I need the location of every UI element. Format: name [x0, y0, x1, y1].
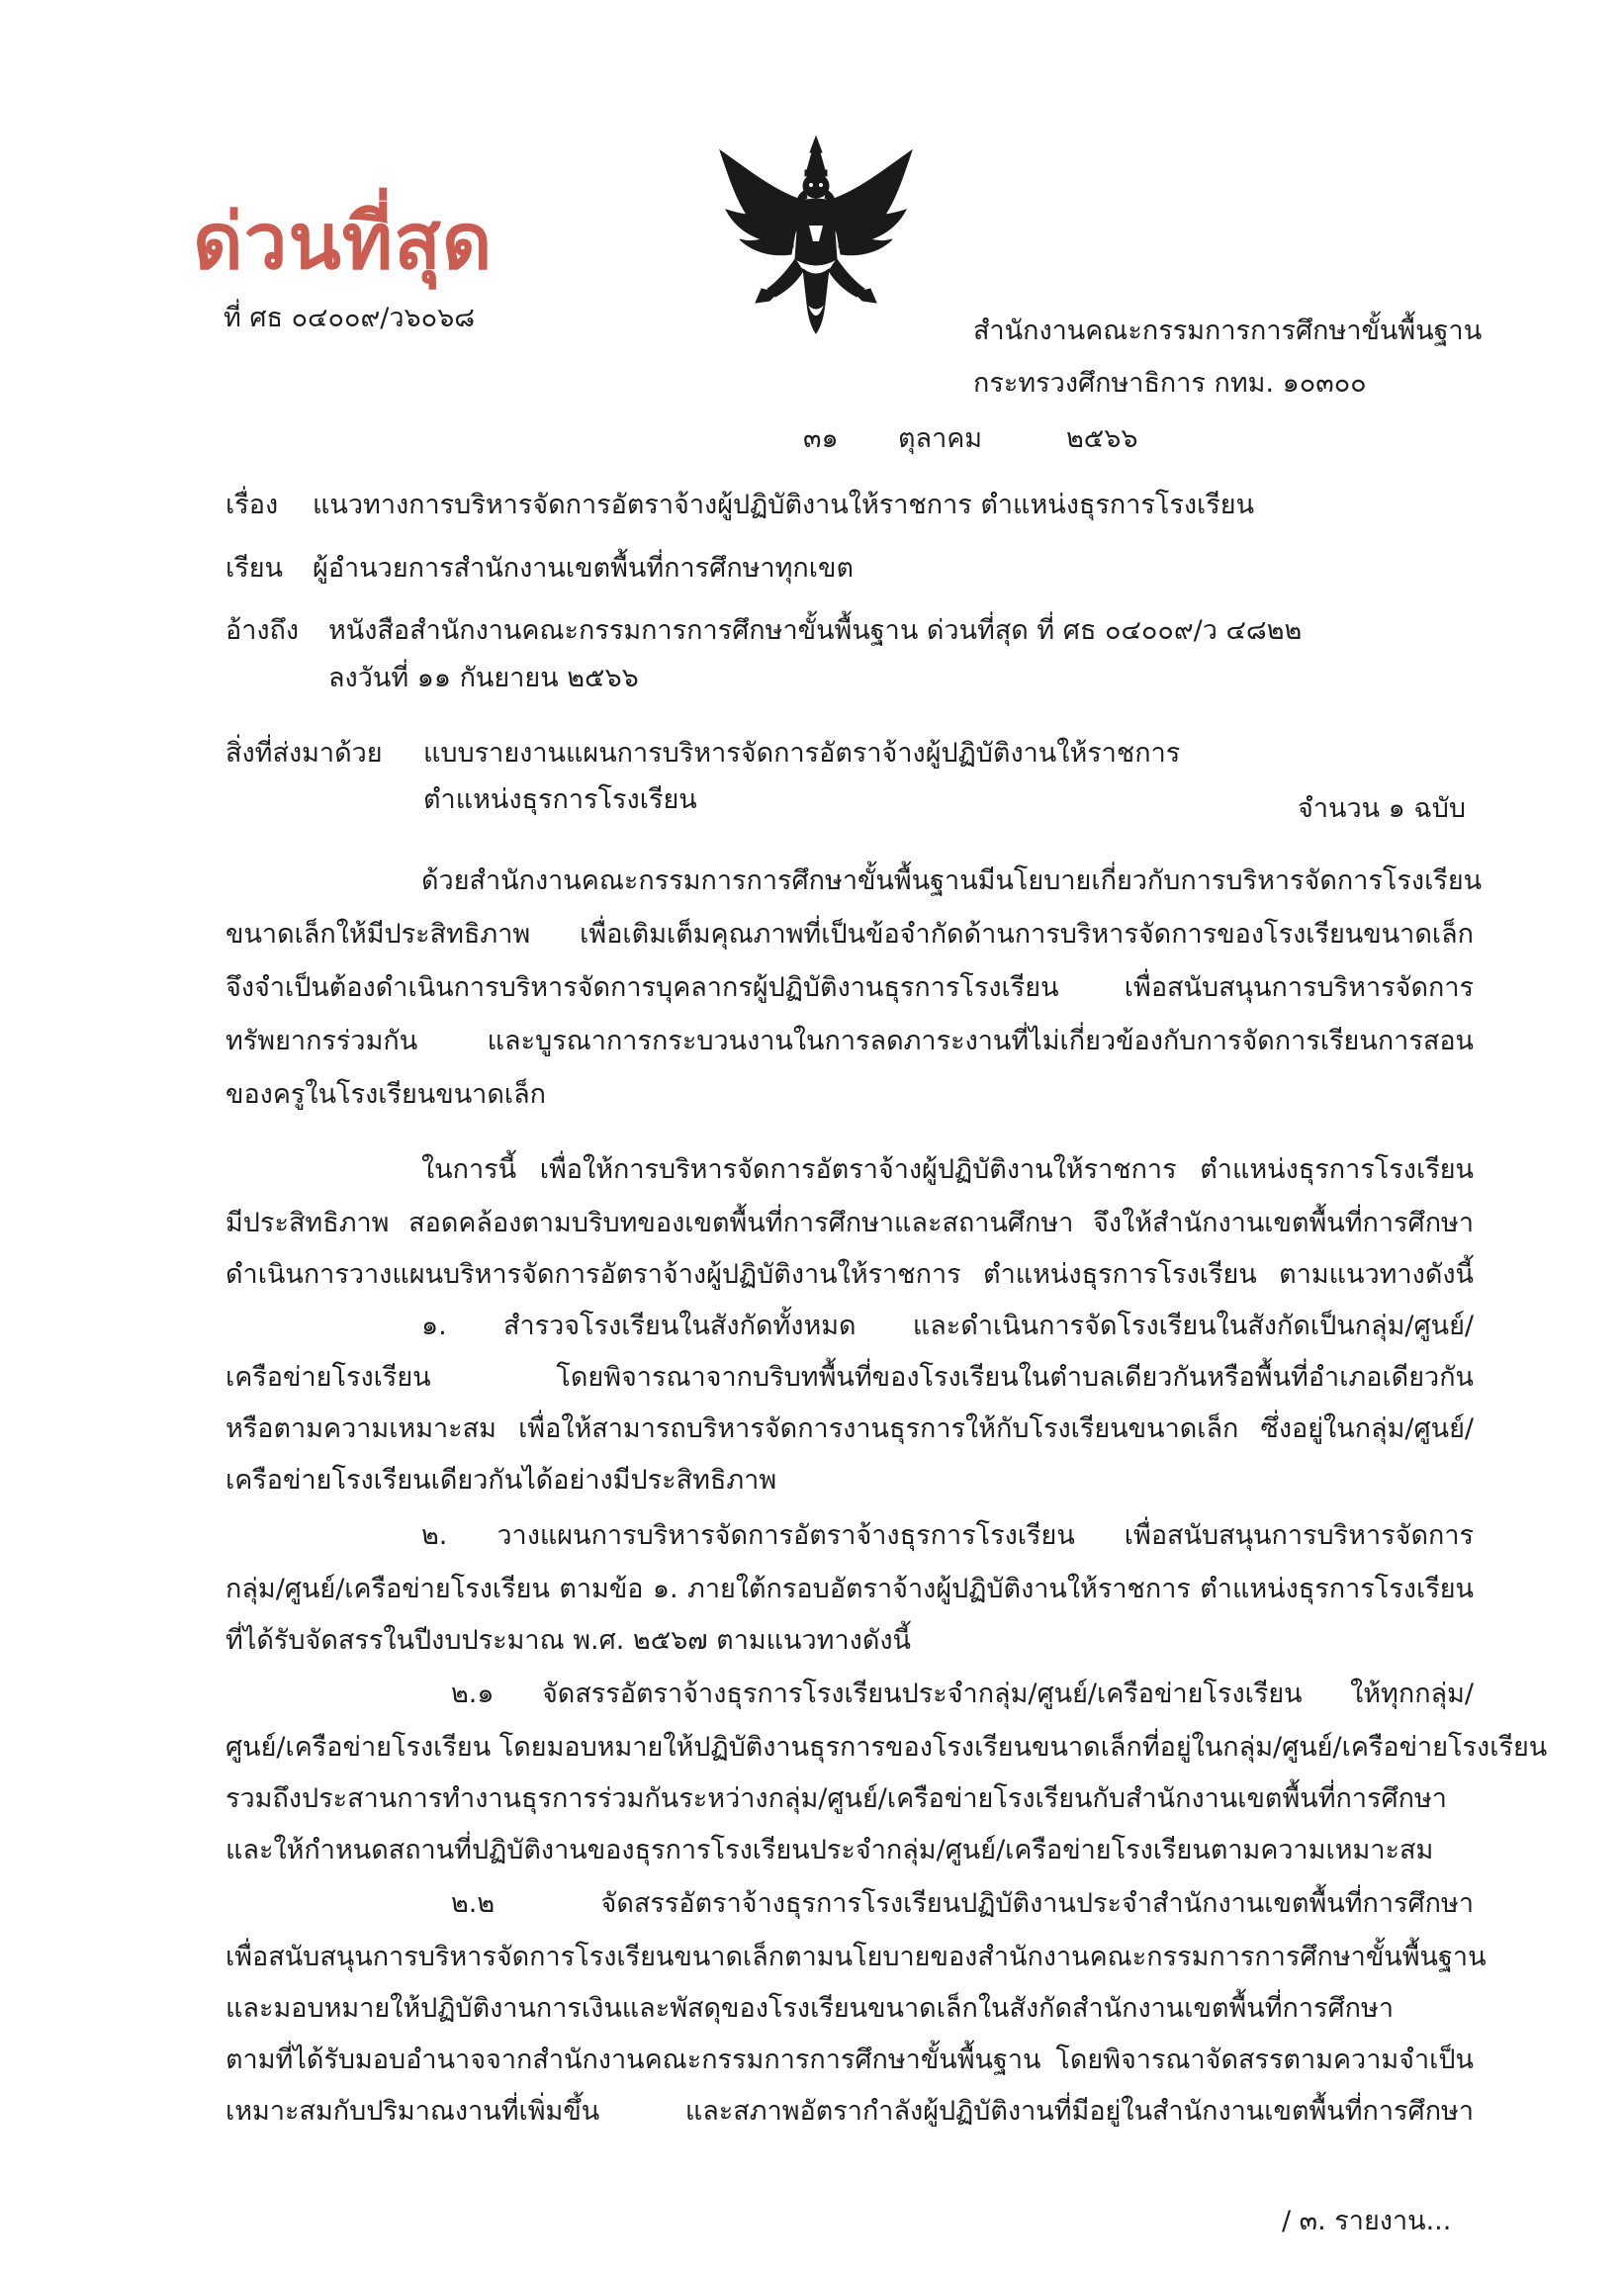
urgency-stamp: ด่วนที่สุด: [193, 198, 494, 287]
paragraph-line: เหมาะสมกับปริมาณงานที่เพิ่มขึ้น และสภาพอัตรากำลังผู้ปฏิบัติงานที่มีอยู่ในสำนักงานเขตพื้นที่การศึกษา: [226, 2096, 1474, 2127]
paragraph-line: ในการนี้ เพื่อให้การบริหารจัดการอัตราจ้างผู้ปฏิบัติงานให้ราชการ ตำแหน่งธุรการโรงเรียน: [421, 1154, 1474, 1185]
paragraph-line: ศูนย์/เครือข่ายโรงเรียน โดยมอบหมายให้ปฏิบัติงานธุรการของโรงเรียนขนาดเล็กที่อยู่ในกลุ่ม/ศูนย์/เครือข่ายโรงเรียน: [226, 1732, 1548, 1763]
enclosure-label: สิ่งที่ส่งมาด้วย: [226, 738, 383, 769]
recipient-label: เรียน: [226, 553, 284, 584]
paragraph-line: เครือข่ายโรงเรียน โดยพิจารณาจากบริบทพื้นที่ของโรงเรียนในตำบลเดียวกันหรือพื้นที่อำเภอเดียวกัน: [226, 1362, 1474, 1393]
date-year: ๒๕๖๖: [1066, 423, 1138, 454]
paragraph-line: ๑. สำรวจโรงเรียนในสังกัดทั้งหมด และดำเนินการจัดโรงเรียนในสังกัดเป็นกลุ่ม/ศูนย์/: [421, 1311, 1474, 1341]
paragraph-line: ๒.๑ จัดสรรอัตราจ้างธุรการโรงเรียนประจำกลุ่ม/ศูนย์/เครือข่ายโรงเรียน ให้ทุกกลุ่ม/: [451, 1679, 1474, 1709]
paragraph-line: และให้กำหนดสถานที่ปฏิบัติงานของธุรการโรงเรียนประจำกลุ่ม/ศูนย์/เครือข่ายโรงเรียนตามความเหมาะสม: [226, 1835, 1434, 1865]
enclosure-quantity: จำนวน ๑ ฉบับ: [1298, 793, 1467, 824]
garuda-emblem-icon: [712, 131, 920, 338]
enclosure-line-2: ตำแหน่งธุรการโรงเรียน: [423, 784, 697, 815]
paragraph-line: ดำเนินการวางแผนบริหารจัดการอัตราจ้างผู้ปฏิบัติงานให้ราชการ ตำแหน่งธุรการโรงเรียน ตามแนวทางดังนี้: [226, 1259, 1474, 1290]
paragraph-line: จึงจำเป็นต้องดำเนินการบริหารจัดการบุคลากรผู้ปฏิบัติงานธุรการโรงเรียน เพื่อสนับสนุนการบริหารจัดการ: [226, 972, 1474, 1003]
subject-text: แนวทางการบริหารจัดการอัตราจ้างผู้ปฏิบัติงานให้ราชการ ตำแหน่งธุรการโรงเรียน: [313, 490, 1255, 520]
reference-label: อ้างถึง: [226, 615, 300, 646]
reference-line-1: หนังสือสำนักงานคณะกรรมการการศึกษาขั้นพื้นฐาน ด่วนที่สุด ที่ ศธ ๐๔๐๐๙/ว ๔๘๒๒: [328, 615, 1303, 646]
paragraph-line: ๒.๒ จัดสรรอัตราจ้างธุรการโรงเรียนปฏิบัติงานประจำสำนักงานเขตพื้นที่การศึกษา: [451, 1888, 1474, 1919]
paragraph-line: ที่ได้รับจัดสรรในปีงบประมาณ พ.ศ. ๒๕๖๗ ตามแนวทางดังนี้: [226, 1625, 911, 1656]
paragraph-line: ของครูในโรงเรียนขนาดเล็ก: [226, 1079, 546, 1110]
agency-address: กระทรวงศึกษาธิการ กทม. ๑๐๓๐๐: [973, 368, 1367, 399]
date-day: ๓๑: [803, 423, 839, 454]
paragraph-line: รวมถึงประสานการทำงานธุรการร่วมกันระหว่างกลุ่ม/ศูนย์/เครือข่ายโรงเรียนกับสำนักงานเขตพื้นที่การศึกษา: [226, 1783, 1447, 1814]
paragraph-line: มีประสิทธิภาพ สอดคล้องตามบริบทของเขตพื้นที่การศึกษาและสถานศึกษา จึงให้สำนักงานเขตพื้นที่การศึกษา: [226, 1208, 1474, 1238]
document-number: ที่ ศธ ๐๔๐๐๙/ว๖๐๖๘: [224, 303, 476, 333]
reference-line-2: ลงวันที่ ๑๑ กันยายน ๒๕๖๖: [328, 663, 639, 693]
paragraph-line: ๒. วางแผนการบริหารจัดการอัตราจ้างธุรการโรงเรียน เพื่อสนับสนุนการบริหารจัดการ: [421, 1520, 1474, 1551]
paragraph-line: เครือข่ายโรงเรียนเดียวกันได้อย่างมีประสิทธิภาพ: [226, 1465, 777, 1496]
agency-name: สำนักงานคณะกรรมการการศึกษาขั้นพื้นฐาน: [973, 316, 1483, 346]
paragraph-line: กลุ่ม/ศูนย์/เครือข่ายโรงเรียน ตามข้อ ๑. ภายใต้กรอบอัตราจ้างผู้ปฏิบัติงานให้ราชการ ตำแหน่งธุรการโรงเรียน: [226, 1574, 1474, 1604]
continuation-note: / ๓. รายงาน...: [1282, 2206, 1452, 2236]
paragraph-line: ด้วยสำนักงานคณะกรรมการการศึกษาขั้นพื้นฐานมีนโยบายเกี่ยวกับการบริหารจัดการโรงเรียน: [421, 865, 1483, 896]
paragraph-line: ขนาดเล็กให้มีประสิทธิภาพ เพื่อเติมเต็มคุณภาพที่เป็นข้อจำกัดด้านการบริหารจัดการของโรงเรียนขนาดเล็ก: [226, 919, 1474, 950]
subject-label: เรื่อง: [226, 490, 279, 520]
paragraph-line: เพื่อสนับสนุนการบริหารจัดการโรงเรียนขนาดเล็กตามนโยบายของสำนักงานคณะกรรมการการศึกษาขั้นพื้นฐาน: [226, 1942, 1487, 1972]
paragraph-line: และมอบหมายให้ปฏิบัติงานการเงินและพัสดุของโรงเรียนขนาดเล็กในสังกัดสำนักงานเขตพื้นที่การศึกษา: [226, 1993, 1394, 2024]
recipient-text: ผู้อำนวยการสำนักงานเขตพื้นที่การศึกษาทุกเขต: [313, 553, 854, 584]
paragraph-line: ทรัพยากรร่วมกัน และบูรณาการกระบวนงานในการลดภาระงานที่ไม่เกี่ยวข้องกับการจัดการเรียนการสอน: [226, 1026, 1474, 1056]
paragraph-line: หรือตามความเหมาะสม เพื่อให้สามารถบริหารจัดการงานธุรการให้กับโรงเรียนขนาดเล็ก ซึ่งอยู่ในกลุ่ม/ศูนย์/: [226, 1413, 1474, 1444]
enclosure-line-1: แบบรายงานแผนการบริหารจัดการอัตราจ้างผู้ปฏิบัติงานให้ราชการ: [423, 738, 1181, 769]
paragraph-line: ตามที่ได้รับมอบอำนาจจากสำนักงานคณะกรรมการการศึกษาขั้นพื้นฐาน โดยพิจารณาจัดสรรตามความจำเป็น: [226, 2045, 1474, 2075]
date-month: ตุลาคม: [898, 423, 983, 454]
